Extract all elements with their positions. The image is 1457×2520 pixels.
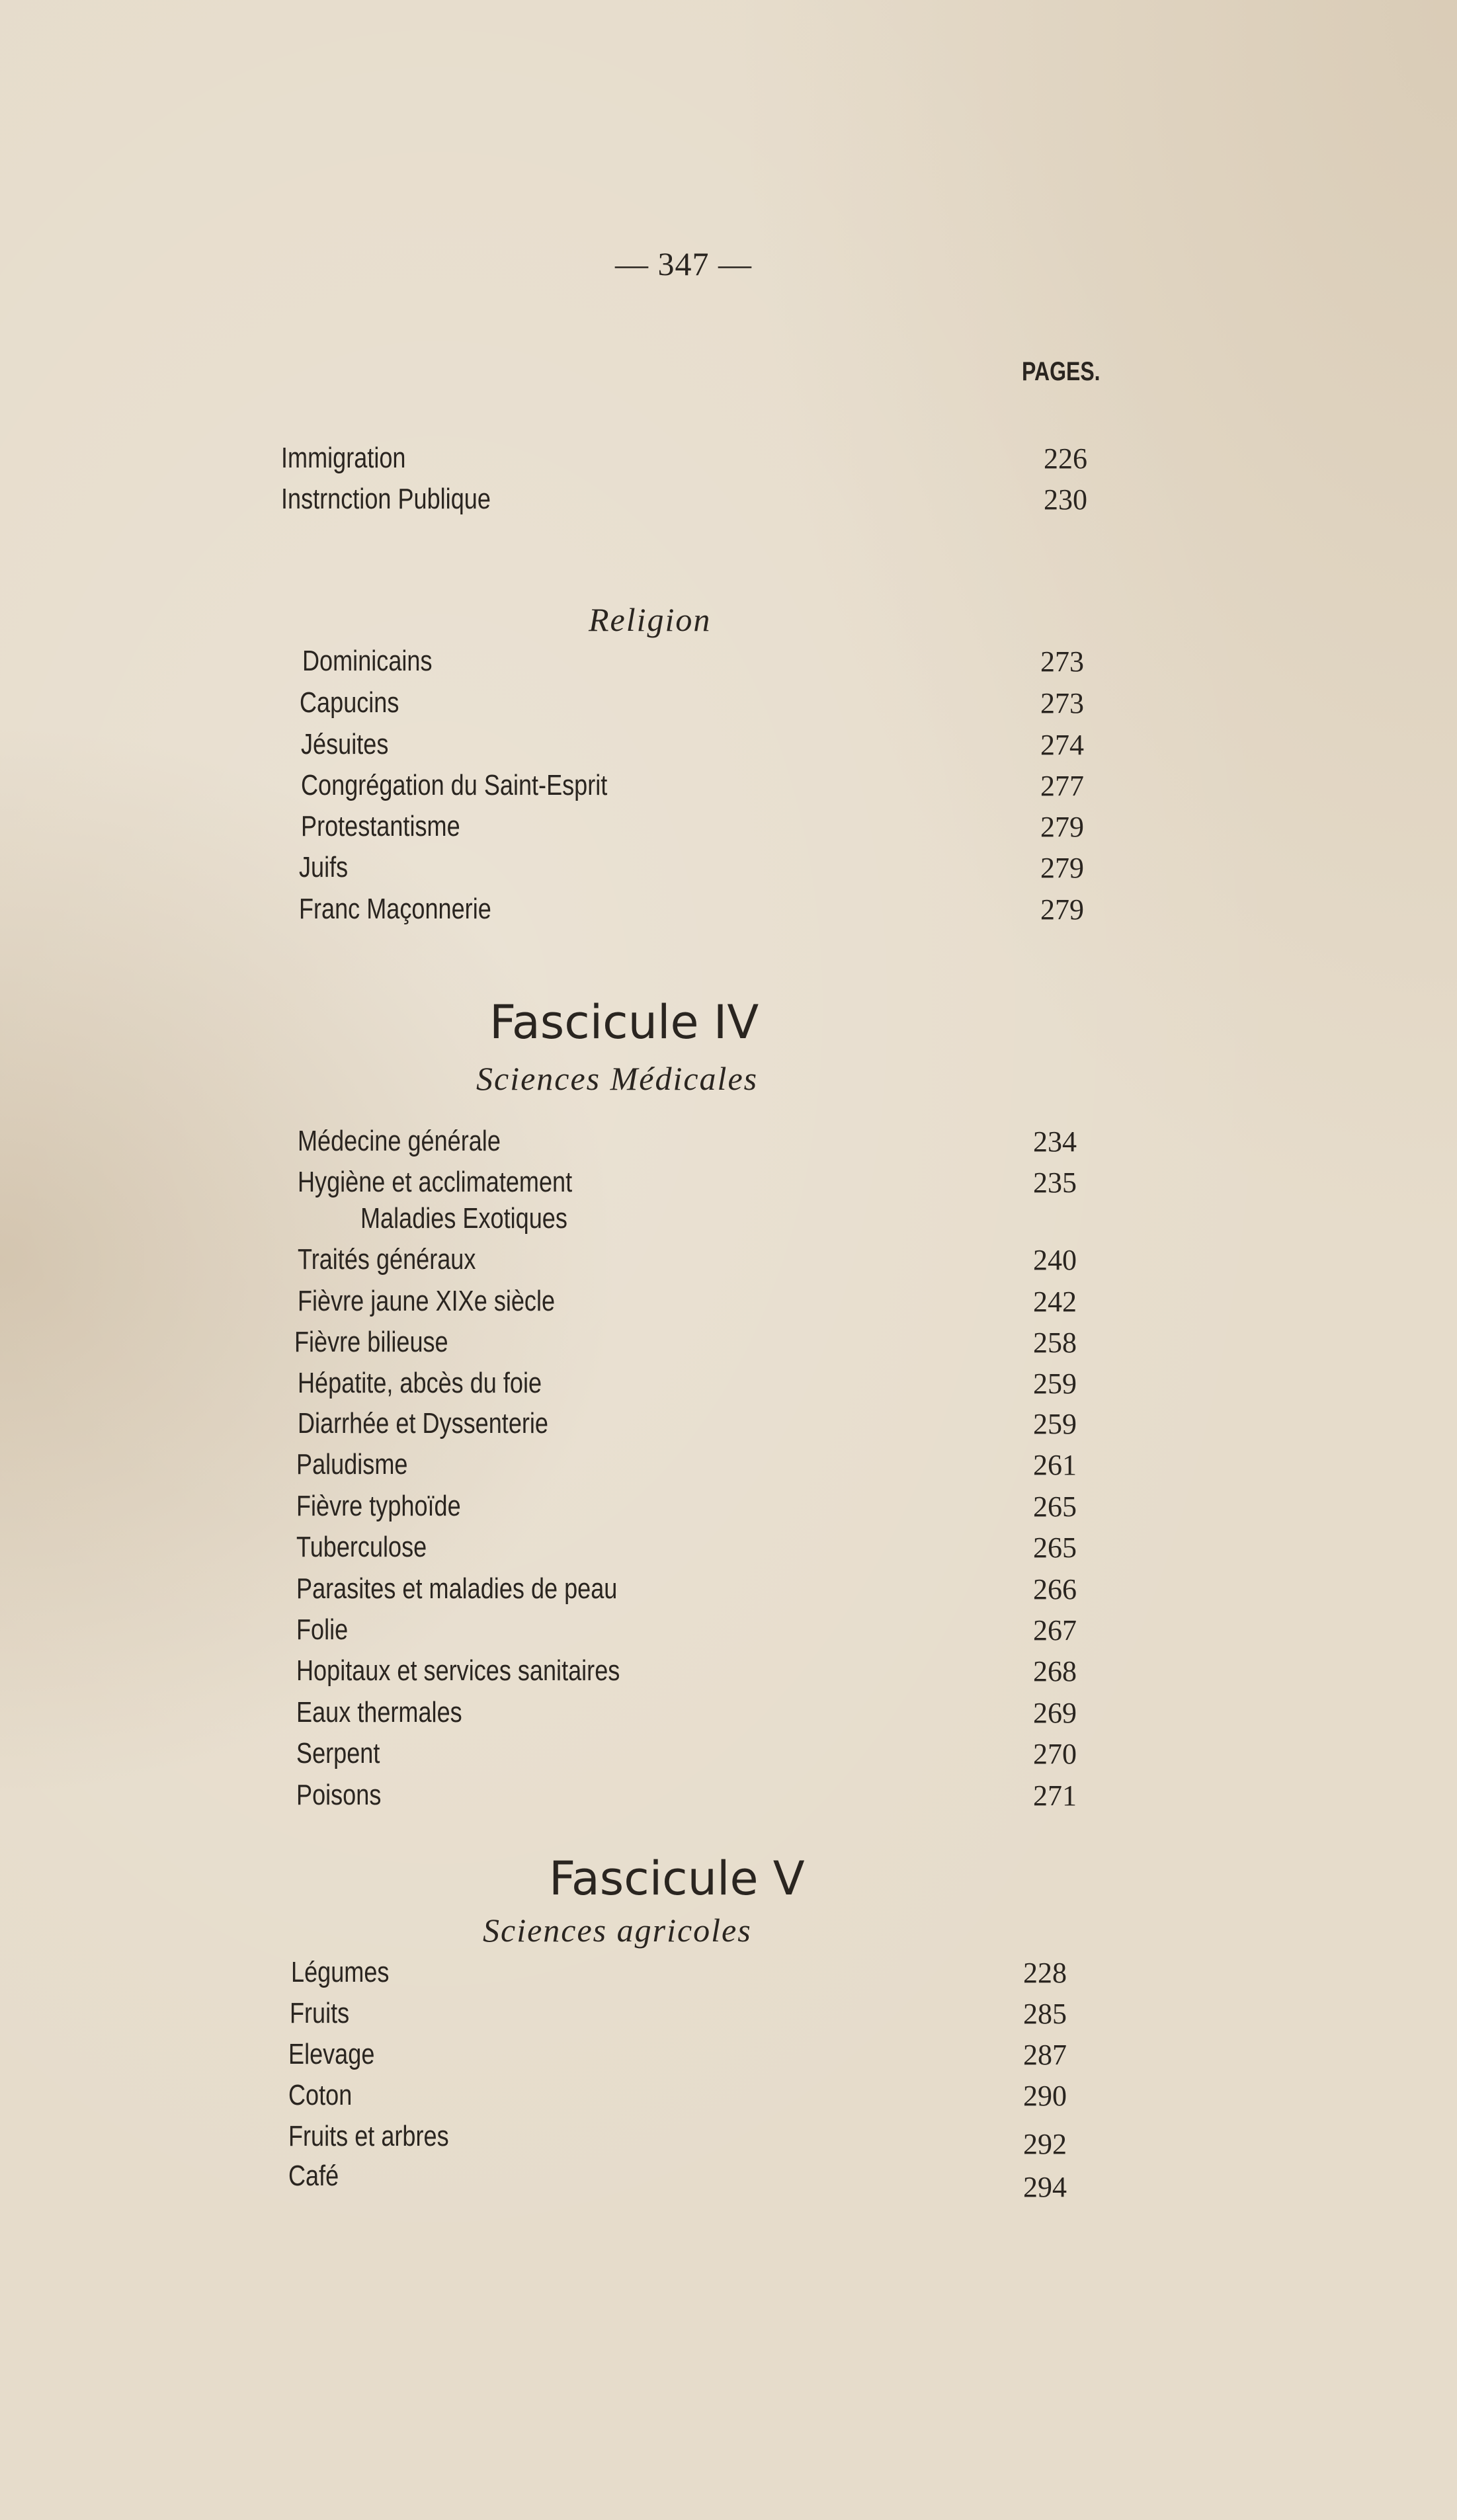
- toc-entry-page: 279: [1040, 852, 1084, 884]
- fascicule-v-subtitle: Sciences agricoles: [483, 1912, 752, 1949]
- toc-entry-label: Folie: [296, 1613, 349, 1646]
- toc-entry-label: Maladies Exotiques: [360, 1202, 567, 1235]
- toc-entry-page: 294: [1023, 2171, 1067, 2203]
- toc-entry-label: Franc Maçonnerie: [299, 893, 491, 925]
- page-number: — 347 —: [615, 245, 752, 282]
- toc-entry-page: 279: [1040, 811, 1084, 843]
- toc-entry-label: Juifs: [299, 851, 349, 883]
- toc-entry-label: Protestantisme: [301, 810, 460, 842]
- toc-entry-label: Tuberculose: [296, 1531, 427, 1563]
- toc-entry-label: Eaux thermales: [296, 1696, 462, 1728]
- toc-entry-label: Fruits: [290, 1997, 350, 2029]
- toc-entry-label: Fièvre typhoïde: [296, 1490, 461, 1522]
- toc-entry-label: Dominicains: [302, 645, 433, 677]
- toc-entry-page: 235: [1033, 1166, 1077, 1199]
- toc-entry-page: 267: [1033, 1614, 1077, 1646]
- toc-entry-label: Coton: [288, 2079, 353, 2111]
- toc-entry-page: 259: [1033, 1367, 1077, 1400]
- toc-entry-label: Serpent: [296, 1737, 380, 1769]
- toc-entry-label: Parasites et maladies de peau: [296, 1572, 618, 1605]
- toc-entry-page: 265: [1033, 1490, 1077, 1523]
- toc-entry-page: 279: [1040, 893, 1084, 926]
- fascicule-iv-title: Fascicule IV: [489, 995, 759, 1049]
- toc-entry-label: Capucins: [300, 686, 399, 719]
- toc-entry-label: Jésuites: [301, 728, 389, 760]
- toc-entry-page: 285: [1023, 1998, 1067, 2030]
- toc-entry-page: 287: [1023, 2039, 1067, 2071]
- fascicule-v-title: Fascicule V: [549, 1851, 805, 1906]
- toc-entry-label: Fièvre bilieuse: [294, 1326, 448, 1358]
- toc-entry-label: Café: [288, 2160, 339, 2192]
- toc-entry-page: 290: [1023, 2080, 1067, 2112]
- toc-entry-page: 258: [1033, 1326, 1077, 1359]
- toc-entry-page: 240: [1033, 1244, 1077, 1276]
- toc-entry-page: 273: [1040, 645, 1084, 678]
- toc-entry-label: Légumes: [291, 1956, 390, 1988]
- toc-entry-label: Elevage: [288, 2038, 375, 2070]
- toc-entry-label: Diarrhée et Dyssenterie: [298, 1407, 549, 1440]
- toc-entry-label: Fruits et arbres: [288, 2120, 449, 2152]
- toc-entry-page: 271: [1033, 1779, 1077, 1812]
- toc-entry-label: Poisons: [296, 1779, 382, 1811]
- toc-entry-label: Médecine générale: [298, 1125, 501, 1157]
- toc-entry-page: 261: [1033, 1449, 1077, 1481]
- toc-entry-label: Instrnction Publique: [281, 483, 491, 515]
- section-title-religion: Religion: [589, 601, 712, 638]
- toc-entry-label: Hygiène et acclimatement: [298, 1166, 573, 1198]
- toc-entry-page: 273: [1040, 687, 1084, 719]
- toc-entry-label: Immigration: [281, 442, 406, 474]
- pages-column-header: PAGES.: [1022, 357, 1101, 386]
- toc-entry-page: 230: [1044, 483, 1087, 516]
- toc-entry-page: 269: [1033, 1697, 1077, 1729]
- toc-entry-page: 274: [1040, 729, 1084, 761]
- toc-entry-label: Hépatite, abcès du foie: [298, 1367, 542, 1399]
- toc-entry-page: 234: [1033, 1125, 1077, 1158]
- toc-entry-page: 226: [1044, 442, 1087, 475]
- toc-entry-page: 277: [1040, 770, 1084, 802]
- toc-entry-page: 266: [1033, 1573, 1077, 1605]
- toc-entry-page: 259: [1033, 1408, 1077, 1440]
- toc-entry-page: 228: [1023, 1957, 1067, 1989]
- toc-entry-page: 292: [1023, 2128, 1067, 2160]
- toc-entry-label: Traités généraux: [298, 1243, 476, 1276]
- toc-entry-page: 270: [1033, 1738, 1077, 1770]
- toc-entry-label: Fièvre jaune XIXe siècle: [298, 1285, 556, 1317]
- toc-entry-page: 268: [1033, 1655, 1077, 1687]
- toc-entry-page: 242: [1033, 1285, 1077, 1318]
- toc-entry-page: 265: [1033, 1531, 1077, 1564]
- toc-entry-label: Hopitaux et services sanitaires: [296, 1654, 620, 1687]
- toc-entry-label: Congrégation du Saint-Esprit: [301, 769, 608, 801]
- fascicule-iv-subtitle: Sciences Médicales: [476, 1060, 759, 1097]
- toc-entry-label: Paludisme: [296, 1448, 408, 1481]
